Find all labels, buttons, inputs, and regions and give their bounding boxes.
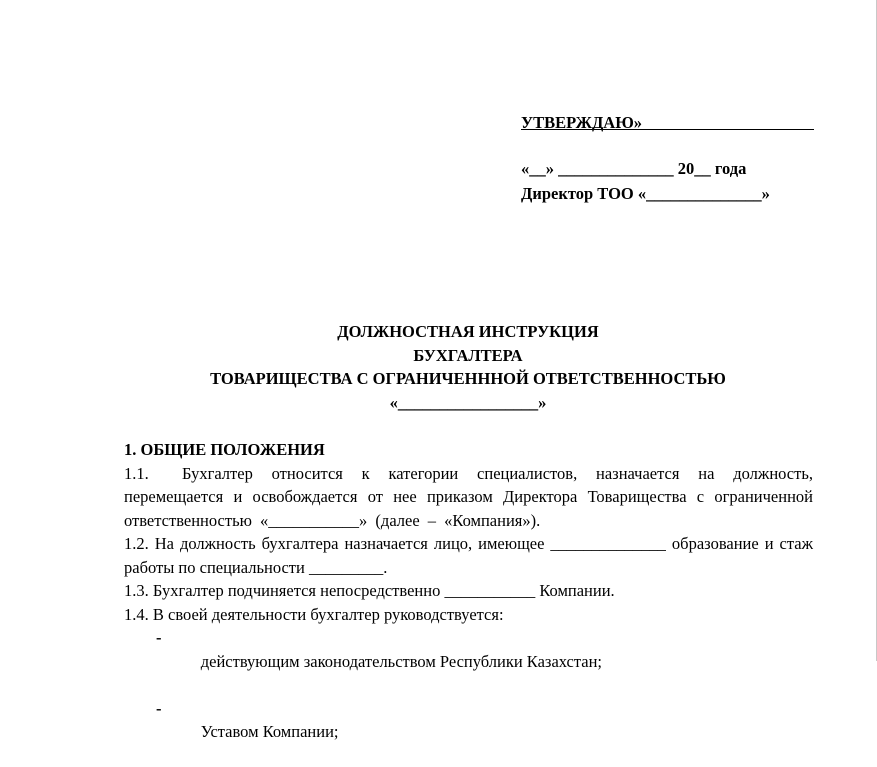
title-line-4: «_________________»	[122, 391, 814, 415]
paragraph-text: Бухгалтер относится к категории специалистов, назначается на должность, перемещается и освобождается от нее приказом Директора Товарищества с ограниченной ответственностью «___________» (далее – «Компания»).	[124, 464, 813, 530]
section-heading: 1. ОБЩИЕ ПОЛОЖЕНИЯ	[124, 438, 813, 462]
paragraph-number: 1.1.	[124, 462, 182, 486]
paragraph-1-2: 1.2. На должность бухгалтера назначается лицо, имеющее ______________ образование и стаж работы по специальности _________.	[124, 532, 813, 579]
list-item-text: действующим законодательством Республики Казахстан;	[201, 652, 602, 671]
title-line-3: ТОВАРИЩЕСТВА С ОГРАНИЧЕНННОЙ ОТВЕТСТВЕННОСТЬЮ	[122, 367, 814, 391]
list-item	[124, 697, 813, 767]
bullet-dash: -	[156, 697, 162, 721]
list-item-text: Уставом Компании;	[201, 722, 339, 741]
approval-heading: УТВЕРЖДАЮ»	[521, 111, 821, 135]
paragraph-1-1	[124, 462, 813, 533]
signature-line	[521, 129, 814, 130]
document-title	[122, 320, 814, 414]
approval-date: «__» ______________ 20__ года	[521, 157, 746, 181]
approval-director-line: Директор ТОО «______________»	[521, 182, 821, 206]
title-line-1: ДОЛЖНОСТНАЯ ИНСТРУКЦИЯ	[122, 320, 814, 344]
bullet-dash: -	[156, 626, 162, 650]
section-general-provisions	[124, 438, 813, 767]
title-line-2: БУХГАЛТЕРА	[122, 344, 814, 368]
paragraph-1-4: 1.4. В своей деятельности бухгалтер руководствуется:	[124, 603, 813, 627]
list-item	[124, 626, 813, 697]
paragraph-1-3: 1.3. Бухгалтер подчиняется непосредственно ___________ Компании.	[124, 579, 813, 603]
